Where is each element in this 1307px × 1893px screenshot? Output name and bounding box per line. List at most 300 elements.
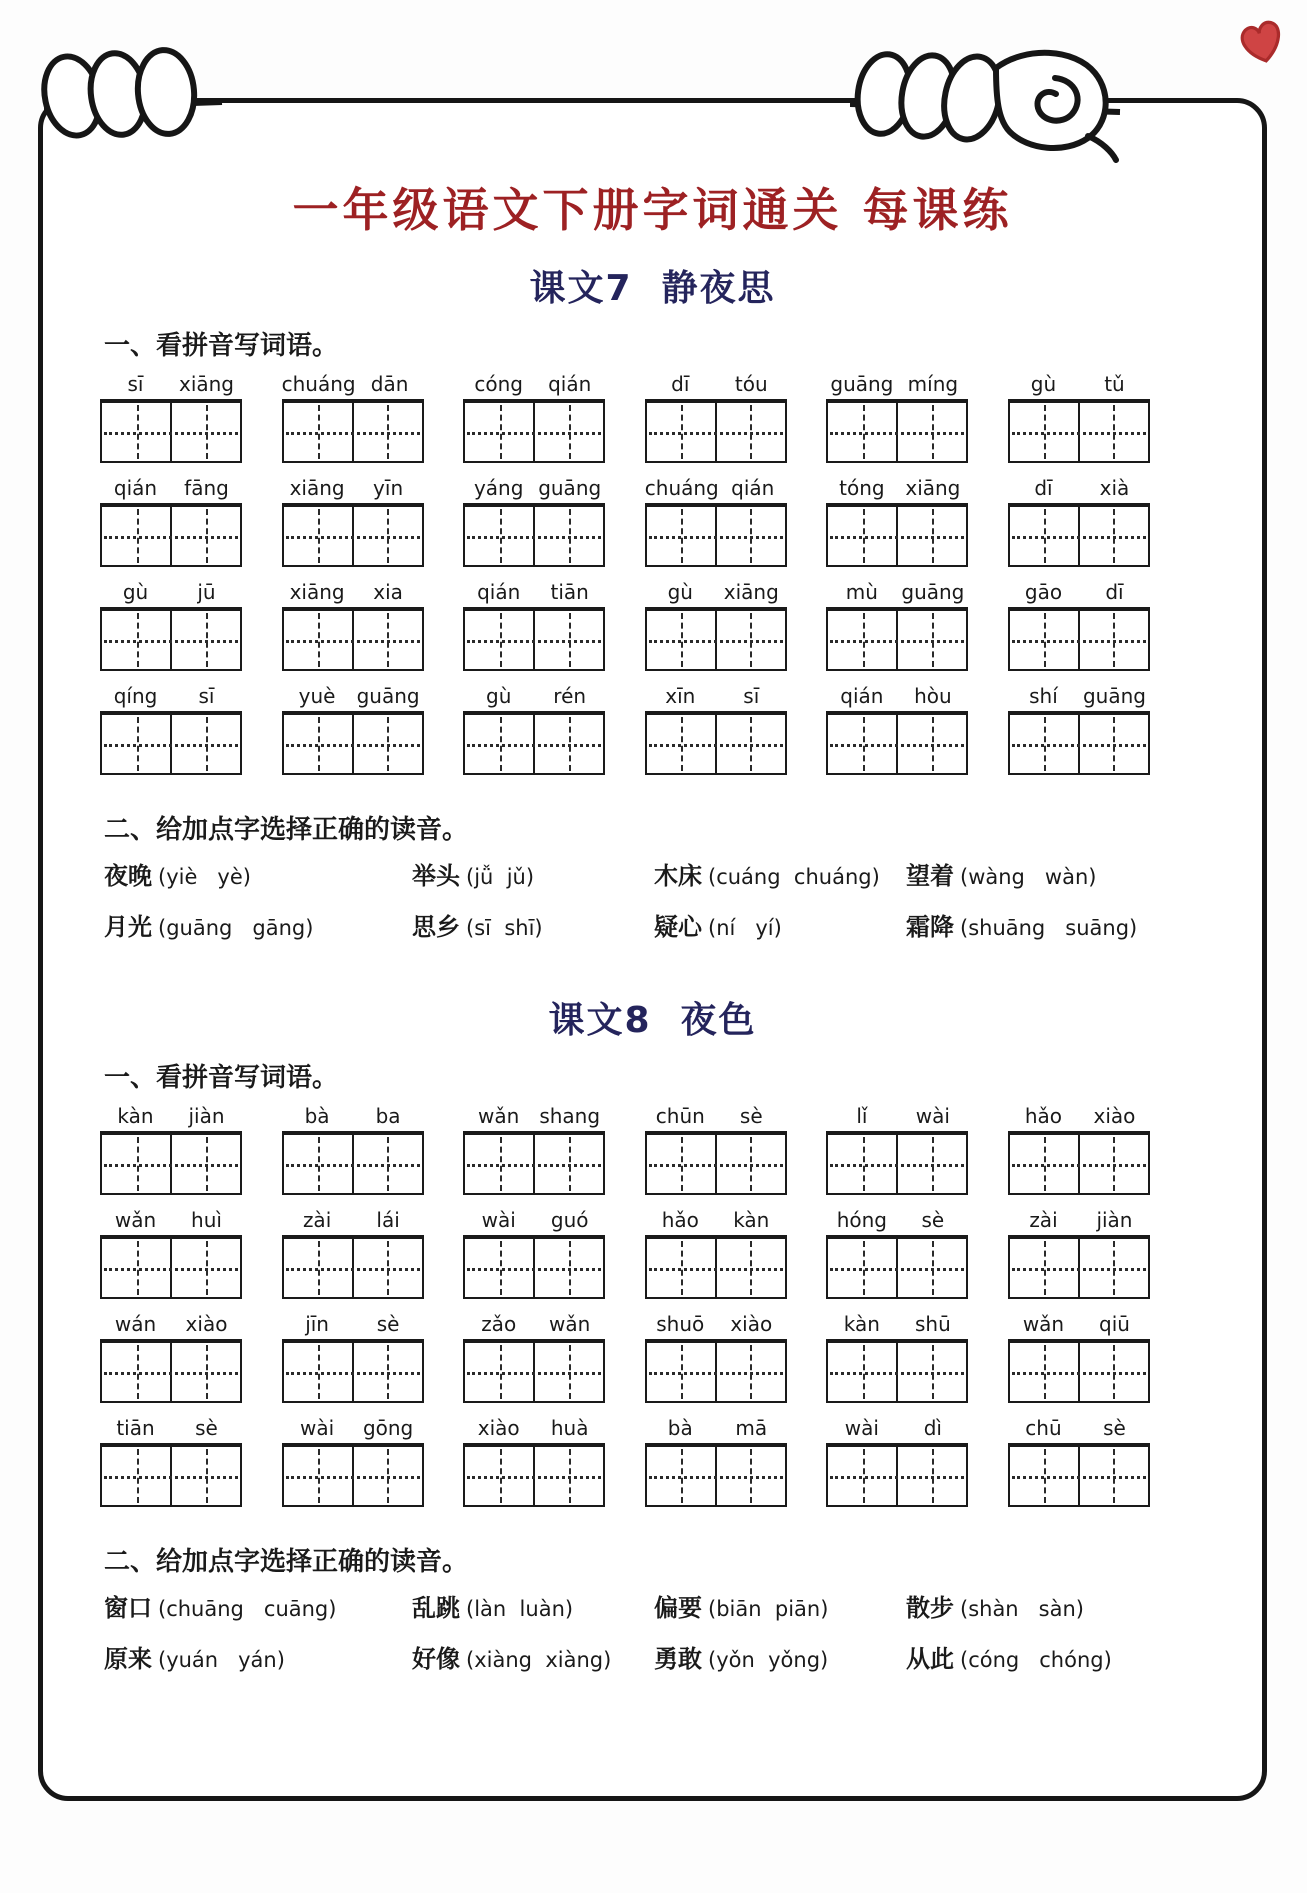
pinyin-label bbox=[1008, 372, 1150, 399]
pinyin-label bbox=[826, 684, 968, 711]
writing-box bbox=[645, 1131, 787, 1195]
pinyin-syllable: chū bbox=[1025, 1416, 1062, 1440]
pinyin-label bbox=[100, 684, 242, 711]
pinyin-syllable: sī bbox=[198, 684, 215, 708]
pronunciation-choice-item bbox=[906, 856, 1204, 891]
pinyin-label bbox=[282, 1416, 424, 1443]
pinyin-syllable: dì bbox=[923, 1416, 942, 1440]
pinyin-syllable: rén bbox=[553, 684, 587, 708]
box-midline-dotted bbox=[830, 744, 964, 747]
pinyin-label bbox=[100, 1312, 242, 1339]
pinyin-word-unit bbox=[1008, 1312, 1150, 1403]
pinyin-label bbox=[826, 1312, 968, 1339]
pronunciation-choice-item bbox=[104, 1639, 412, 1674]
pinyin-word-unit bbox=[826, 684, 968, 775]
pinyin-syllable: bà bbox=[304, 1104, 330, 1128]
pinyin-label bbox=[463, 1104, 605, 1131]
pinyin-syllable: yuè bbox=[298, 684, 336, 708]
choice-word: 从此 bbox=[906, 1645, 954, 1673]
pinyin-word-unit bbox=[463, 1208, 605, 1299]
box-midline-dotted bbox=[830, 640, 964, 643]
choice-options: (yǒn yǒng) bbox=[708, 1648, 829, 1672]
pinyin-label bbox=[100, 372, 242, 399]
pronunciation-choice-item bbox=[654, 856, 906, 891]
pronunciation-choice-item bbox=[104, 907, 412, 942]
writing-box bbox=[100, 503, 242, 567]
box-midline-dotted bbox=[104, 432, 238, 435]
writing-box bbox=[826, 503, 968, 567]
pinyin-label bbox=[826, 580, 968, 607]
writing-box bbox=[282, 711, 424, 775]
pronunciation-choice-row bbox=[104, 856, 1204, 891]
box-midline-dotted bbox=[830, 1372, 964, 1375]
pinyin-label bbox=[1008, 1208, 1150, 1235]
doodle-hand-icon bbox=[850, 28, 1130, 163]
writing-box bbox=[100, 399, 242, 463]
choice-options: (jǚ jǔ) bbox=[466, 865, 535, 889]
pinyin-word-unit bbox=[1008, 1208, 1150, 1299]
box-midline-dotted bbox=[467, 1372, 601, 1375]
box-midline-dotted bbox=[467, 640, 601, 643]
box-midline-dotted bbox=[649, 536, 783, 539]
box-midline-dotted bbox=[104, 1476, 238, 1479]
box-midline-dotted bbox=[1012, 1476, 1146, 1479]
writing-box bbox=[826, 399, 968, 463]
pronunciation-choice-item bbox=[906, 1588, 1204, 1623]
writing-box bbox=[282, 1235, 424, 1299]
box-midline-dotted bbox=[830, 1476, 964, 1479]
pinyin-word-unit bbox=[826, 372, 968, 463]
box-midline-dotted bbox=[649, 744, 783, 747]
pinyin-word-unit bbox=[100, 580, 242, 671]
pinyin-syllable: shuō bbox=[656, 1312, 705, 1336]
pinyin-syllable: xīn bbox=[665, 684, 696, 708]
pronunciation-choice-item bbox=[906, 907, 1204, 942]
pinyin-word-unit bbox=[1008, 580, 1150, 671]
box-midline-dotted bbox=[467, 1476, 601, 1479]
pinyin-syllable: qián bbox=[477, 580, 521, 604]
choice-word: 举头 bbox=[412, 862, 460, 890]
writing-box bbox=[645, 1443, 787, 1507]
pronunciation-choice-row bbox=[104, 1639, 1204, 1674]
writing-box bbox=[282, 1339, 424, 1403]
box-midline-dotted bbox=[830, 1164, 964, 1167]
box-midline-dotted bbox=[830, 432, 964, 435]
writing-box bbox=[1008, 1131, 1150, 1195]
writing-box bbox=[100, 711, 242, 775]
writing-box bbox=[645, 399, 787, 463]
pinyin-word-unit bbox=[282, 1104, 424, 1195]
pinyin-label bbox=[463, 1416, 605, 1443]
pinyin-syllable: sè bbox=[195, 1416, 218, 1440]
pinyin-syllable: guāng bbox=[356, 684, 420, 708]
lesson-heading: 课文7 静夜思 bbox=[529, 268, 776, 309]
pinyin-syllable: wài bbox=[300, 1416, 335, 1440]
pinyin-word-unit bbox=[282, 1416, 424, 1507]
writing-box bbox=[645, 1235, 787, 1299]
box-midline-dotted bbox=[649, 1268, 783, 1271]
choice-word: 散步 bbox=[906, 1594, 954, 1622]
lessons-container bbox=[40, 260, 1265, 1674]
pinyin-word-unit bbox=[282, 1312, 424, 1403]
pinyin-syllable: yīn bbox=[373, 476, 404, 500]
box-midline-dotted bbox=[286, 1372, 420, 1375]
pronunciation-choice-item bbox=[412, 1588, 654, 1623]
choice-word: 木床 bbox=[654, 862, 702, 890]
pinyin-grid-row bbox=[100, 1312, 1150, 1403]
pinyin-syllable: xià bbox=[1099, 476, 1130, 500]
choice-options: (chuāng cuāng) bbox=[158, 1597, 337, 1621]
pinyin-label bbox=[100, 476, 242, 503]
pinyin-label bbox=[100, 1416, 242, 1443]
pinyin-word-unit bbox=[1008, 1104, 1150, 1195]
pinyin-syllable: zài bbox=[302, 1208, 332, 1232]
box-midline-dotted bbox=[1012, 432, 1146, 435]
pinyin-word-unit bbox=[463, 372, 605, 463]
pinyin-syllable: kàn bbox=[843, 1312, 880, 1336]
pinyin-syllable: tóu bbox=[734, 372, 768, 396]
box-midline-dotted bbox=[649, 640, 783, 643]
pinyin-syllable: gù bbox=[667, 580, 693, 604]
choice-options: (cuáng chuáng) bbox=[708, 865, 880, 889]
choice-word: 望着 bbox=[906, 862, 954, 890]
writing-box bbox=[100, 1443, 242, 1507]
pinyin-word-unit bbox=[100, 1104, 242, 1195]
pinyin-word-unit bbox=[1008, 684, 1150, 775]
pinyin-word-unit bbox=[463, 684, 605, 775]
pinyin-label bbox=[1008, 1312, 1150, 1339]
writing-box bbox=[826, 1131, 968, 1195]
section-one-label: 一、看拼音写词语。 bbox=[104, 331, 339, 361]
box-midline-dotted bbox=[830, 536, 964, 539]
pinyin-syllable: gāo bbox=[1024, 580, 1063, 604]
pinyin-word-unit bbox=[826, 1312, 968, 1403]
pinyin-syllable: xia bbox=[373, 580, 403, 604]
pinyin-syllable: wài bbox=[844, 1416, 879, 1440]
writing-box bbox=[1008, 607, 1150, 671]
pinyin-syllable: tiān bbox=[550, 580, 589, 604]
pinyin-syllable: cóng bbox=[474, 372, 523, 396]
writing-box bbox=[645, 711, 787, 775]
writing-box bbox=[282, 1131, 424, 1195]
pinyin-word-unit bbox=[645, 1312, 787, 1403]
pinyin-syllable: huà bbox=[550, 1416, 589, 1440]
writing-box bbox=[1008, 1339, 1150, 1403]
pinyin-syllable: xiāng bbox=[905, 476, 961, 500]
box-midline-dotted bbox=[286, 1164, 420, 1167]
pinyin-syllable: gù bbox=[1030, 372, 1057, 396]
pronunciation-choice-item bbox=[654, 1639, 906, 1674]
lesson-section bbox=[40, 260, 1265, 942]
pinyin-label bbox=[1008, 476, 1150, 503]
pinyin-syllable: gōng bbox=[362, 1416, 414, 1440]
pinyin-word-unit bbox=[463, 1312, 605, 1403]
writing-box bbox=[463, 1339, 605, 1403]
pinyin-syllable: wǎn bbox=[549, 1312, 591, 1336]
pinyin-syllable: qián bbox=[113, 476, 158, 500]
pinyin-syllable: yáng bbox=[473, 476, 524, 500]
pinyin-syllable: kàn bbox=[733, 1208, 770, 1232]
pinyin-syllable: guāng bbox=[1082, 684, 1146, 708]
pinyin-label bbox=[1008, 1416, 1150, 1443]
box-midline-dotted bbox=[1012, 744, 1146, 747]
pinyin-syllable: ba bbox=[375, 1104, 401, 1128]
pinyin-word-unit bbox=[645, 684, 787, 775]
pinyin-label bbox=[826, 1104, 968, 1131]
pinyin-word-unit bbox=[463, 476, 605, 567]
pinyin-syllable: hǎo bbox=[1024, 1104, 1063, 1128]
pinyin-syllable: qián bbox=[548, 372, 592, 396]
choice-word: 原来 bbox=[104, 1645, 152, 1673]
pinyin-syllable: dī bbox=[671, 372, 690, 396]
pinyin-grid-row bbox=[100, 684, 1150, 775]
pinyin-syllable: bà bbox=[667, 1416, 693, 1440]
writing-box bbox=[1008, 399, 1150, 463]
box-midline-dotted bbox=[1012, 1164, 1146, 1167]
pinyin-label bbox=[282, 1104, 424, 1131]
writing-box bbox=[463, 1443, 605, 1507]
pinyin-syllable: tóng bbox=[839, 476, 885, 500]
pinyin-word-unit bbox=[282, 1208, 424, 1299]
writing-box bbox=[1008, 503, 1150, 567]
pinyin-syllable: shū bbox=[914, 1312, 951, 1336]
pronunciation-choice-item bbox=[104, 1588, 412, 1623]
pinyin-syllable: xiào bbox=[185, 1312, 228, 1336]
pinyin-word-unit bbox=[282, 580, 424, 671]
choice-options: (biān piān) bbox=[708, 1597, 829, 1621]
box-midline-dotted bbox=[104, 1164, 238, 1167]
pinyin-word-unit bbox=[100, 1416, 242, 1507]
pinyin-syllable: chuáng bbox=[281, 372, 356, 396]
box-midline-dotted bbox=[467, 1164, 601, 1167]
box-midline-dotted bbox=[467, 432, 601, 435]
pinyin-word-unit bbox=[645, 372, 787, 463]
writing-box bbox=[826, 1339, 968, 1403]
pinyin-syllable: hǎo bbox=[661, 1208, 699, 1232]
writing-box bbox=[463, 607, 605, 671]
pinyin-syllable: qián bbox=[731, 476, 775, 500]
pinyin-label bbox=[463, 684, 605, 711]
choice-options: (yiè yè) bbox=[158, 865, 251, 889]
pinyin-syllable: xiào bbox=[730, 1312, 773, 1336]
pinyin-grid-row bbox=[100, 1104, 1150, 1195]
box-midline-dotted bbox=[104, 640, 238, 643]
pinyin-word-unit bbox=[1008, 1416, 1150, 1507]
section-two-label: 二、给加点字选择正确的读音。 bbox=[104, 1547, 469, 1577]
pinyin-syllable: guó bbox=[550, 1208, 589, 1232]
box-midline-dotted bbox=[286, 640, 420, 643]
pinyin-label bbox=[282, 372, 424, 399]
box-midline-dotted bbox=[1012, 1372, 1146, 1375]
writing-box bbox=[282, 607, 424, 671]
pinyin-label bbox=[463, 372, 605, 399]
pinyin-grid-row bbox=[100, 1208, 1150, 1299]
pinyin-syllable: dī bbox=[1105, 580, 1124, 604]
pronunciation-choice-item bbox=[412, 907, 654, 942]
pinyin-syllable: wǎn bbox=[1022, 1312, 1065, 1336]
choice-word: 偏要 bbox=[654, 1594, 702, 1622]
choice-options: (làn luàn) bbox=[466, 1597, 574, 1621]
choice-word: 思乡 bbox=[412, 913, 460, 941]
pinyin-syllable: zài bbox=[1029, 1208, 1058, 1232]
writing-box bbox=[100, 1339, 242, 1403]
pinyin-label bbox=[100, 580, 242, 607]
box-midline-dotted bbox=[649, 432, 783, 435]
pinyin-word-unit bbox=[100, 1312, 242, 1403]
pinyin-label bbox=[463, 476, 605, 503]
choice-options: (guāng gāng) bbox=[158, 916, 314, 940]
pinyin-label bbox=[826, 1416, 968, 1443]
choice-word: 霜降 bbox=[906, 913, 954, 941]
writing-box bbox=[463, 399, 605, 463]
writing-box bbox=[645, 607, 787, 671]
pinyin-syllable: zǎo bbox=[481, 1312, 517, 1336]
pronunciation-choice-item bbox=[654, 1588, 906, 1623]
pinyin-syllable: xiāng bbox=[289, 476, 345, 500]
choice-options: (shàn sàn) bbox=[960, 1597, 1084, 1621]
pinyin-syllable: tǔ bbox=[1104, 372, 1125, 396]
pinyin-syllable: shang bbox=[539, 1104, 601, 1128]
pinyin-syllable: mù bbox=[845, 580, 878, 604]
pinyin-label bbox=[463, 580, 605, 607]
box-midline-dotted bbox=[286, 744, 420, 747]
pinyin-word-unit bbox=[282, 476, 424, 567]
pinyin-word-unit bbox=[645, 580, 787, 671]
writing-box bbox=[645, 1339, 787, 1403]
pinyin-syllable: sè bbox=[376, 1312, 400, 1336]
choice-options: (ní yí) bbox=[708, 916, 782, 940]
writing-box bbox=[100, 607, 242, 671]
pinyin-word-unit bbox=[645, 1416, 787, 1507]
pinyin-syllable: hóng bbox=[836, 1208, 888, 1232]
pinyin-syllable: wǎn bbox=[114, 1208, 157, 1232]
box-midline-dotted bbox=[830, 1268, 964, 1271]
choice-options: (sī shī) bbox=[466, 916, 543, 940]
pronunciation-choice-item bbox=[412, 1639, 654, 1674]
writing-box bbox=[1008, 711, 1150, 775]
box-midline-dotted bbox=[1012, 1268, 1146, 1271]
pinyin-label bbox=[645, 1104, 787, 1131]
pinyin-word-unit bbox=[826, 1104, 968, 1195]
choice-word: 乱跳 bbox=[412, 1594, 460, 1622]
box-midline-dotted bbox=[104, 1372, 238, 1375]
pinyin-label bbox=[645, 1416, 787, 1443]
pinyin-label bbox=[826, 476, 968, 503]
writing-box bbox=[645, 503, 787, 567]
pinyin-word-unit bbox=[100, 476, 242, 567]
pinyin-label bbox=[645, 684, 787, 711]
box-midline-dotted bbox=[286, 432, 420, 435]
pinyin-label bbox=[100, 1104, 242, 1131]
writing-box bbox=[826, 711, 968, 775]
pinyin-syllable: míng bbox=[907, 372, 959, 396]
box-midline-dotted bbox=[1012, 640, 1146, 643]
pinyin-syllable: chuáng bbox=[644, 476, 719, 500]
pinyin-word-unit bbox=[826, 1208, 968, 1299]
pinyin-syllable: kàn bbox=[117, 1104, 154, 1128]
box-midline-dotted bbox=[467, 536, 601, 539]
pinyin-word-unit bbox=[282, 372, 424, 463]
red-heart-icon bbox=[1236, 18, 1288, 70]
pinyin-syllable: qiū bbox=[1099, 1312, 1130, 1336]
choice-word: 夜晚 bbox=[104, 862, 152, 890]
pinyin-syllable: sè bbox=[1103, 1416, 1126, 1440]
choice-options: (yuán yán) bbox=[158, 1648, 285, 1672]
pinyin-syllable: jiàn bbox=[1096, 1208, 1133, 1232]
writing-box bbox=[463, 1235, 605, 1299]
writing-box bbox=[282, 503, 424, 567]
pinyin-word-unit bbox=[282, 684, 424, 775]
choice-word: 窗口 bbox=[104, 1594, 152, 1622]
pinyin-syllable: gù bbox=[486, 684, 512, 708]
pinyin-word-unit bbox=[1008, 476, 1150, 567]
pinyin-syllable: guāng bbox=[901, 580, 965, 604]
pronunciation-choice-row bbox=[104, 1588, 1204, 1623]
writing-box bbox=[826, 607, 968, 671]
pinyin-word-unit bbox=[645, 1104, 787, 1195]
pinyin-label bbox=[645, 1312, 787, 1339]
pinyin-label bbox=[282, 580, 424, 607]
writing-box bbox=[826, 1443, 968, 1507]
pinyin-syllable: lái bbox=[376, 1208, 400, 1232]
box-midline-dotted bbox=[104, 744, 238, 747]
pinyin-syllable: shí bbox=[1029, 684, 1058, 708]
writing-box bbox=[826, 1235, 968, 1299]
choice-options: (shuāng suāng) bbox=[960, 916, 1138, 940]
pinyin-syllable: sī bbox=[743, 684, 760, 708]
pinyin-syllable: huì bbox=[191, 1208, 222, 1232]
pinyin-syllable: mā bbox=[735, 1416, 768, 1440]
pinyin-syllable: wǎn bbox=[478, 1104, 520, 1128]
pinyin-syllable: sè bbox=[739, 1104, 763, 1128]
pinyin-syllable: qíng bbox=[113, 684, 158, 708]
pinyin-label bbox=[826, 372, 968, 399]
pinyin-word-unit bbox=[100, 684, 242, 775]
box-midline-dotted bbox=[467, 744, 601, 747]
pinyin-syllable: lǐ bbox=[856, 1104, 868, 1128]
pinyin-syllable: guāng bbox=[538, 476, 602, 500]
pinyin-syllable: sè bbox=[921, 1208, 945, 1232]
pinyin-syllable: xiāng bbox=[178, 372, 235, 396]
pinyin-syllable: wán bbox=[114, 1312, 157, 1336]
pinyin-word-unit bbox=[826, 476, 968, 567]
pinyin-syllable: wài bbox=[915, 1104, 950, 1128]
writing-box bbox=[463, 1131, 605, 1195]
choice-options: (xiàng xiàng) bbox=[466, 1648, 612, 1672]
pinyin-syllable: jīn bbox=[305, 1312, 329, 1336]
pinyin-label bbox=[463, 1208, 605, 1235]
box-midline-dotted bbox=[286, 1268, 420, 1271]
pinyin-word-unit bbox=[463, 1416, 605, 1507]
pinyin-syllable: fāng bbox=[184, 476, 229, 500]
choice-options: (wàng wàn) bbox=[960, 865, 1097, 889]
pinyin-label bbox=[100, 1208, 242, 1235]
box-midline-dotted bbox=[104, 536, 238, 539]
pronunciation-choice-item bbox=[906, 1639, 1204, 1674]
writing-box bbox=[463, 711, 605, 775]
box-midline-dotted bbox=[1012, 536, 1146, 539]
pinyin-syllable: sī bbox=[127, 372, 144, 396]
lesson-heading: 课文8 夜色 bbox=[548, 1000, 757, 1041]
box-midline-dotted bbox=[649, 1476, 783, 1479]
pinyin-word-unit bbox=[645, 1208, 787, 1299]
pinyin-syllable: xiāng bbox=[723, 580, 779, 604]
choice-word: 好像 bbox=[412, 1645, 460, 1673]
pinyin-syllable: xiāng bbox=[289, 580, 345, 604]
writing-box bbox=[282, 1443, 424, 1507]
pinyin-word-unit bbox=[100, 372, 242, 463]
box-midline-dotted bbox=[286, 536, 420, 539]
